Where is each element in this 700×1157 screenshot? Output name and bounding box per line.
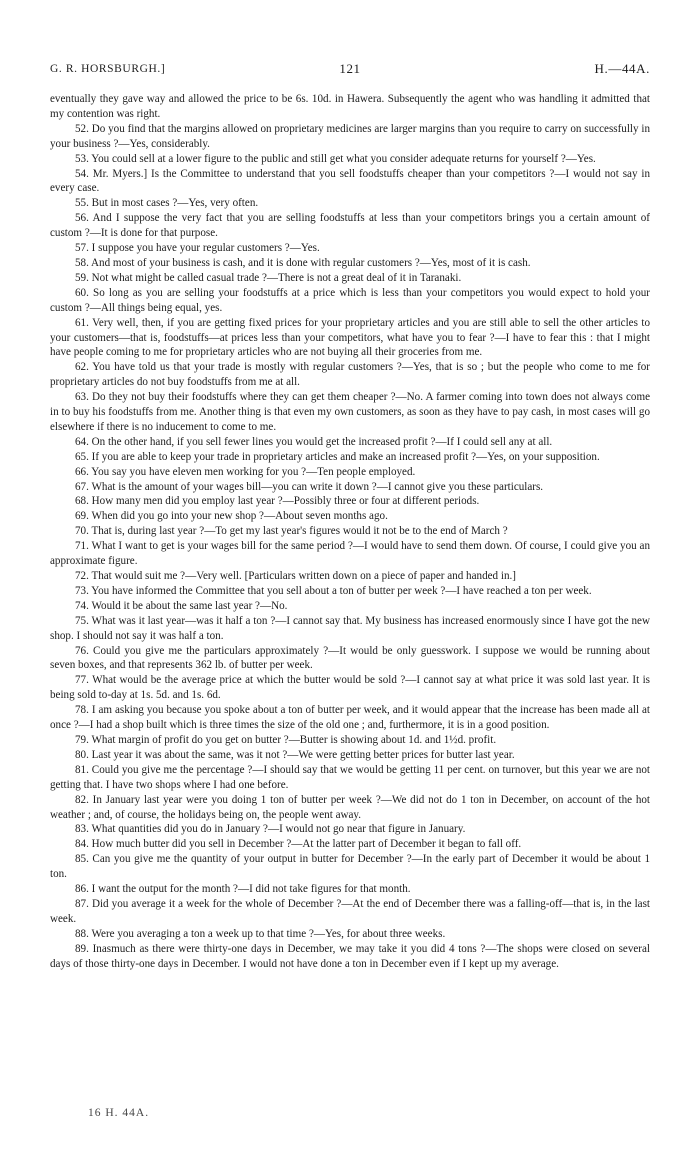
testimony-paragraph: 62. You have told us that your trade is mostly with regular customers ?—Yes, that is so ; but the people who come to me for proprietary articles do not buy foodstuffs from me at all.	[50, 361, 650, 389]
testimony-paragraph: 84. How much butter did you sell in December ?—At the latter part of December it began to fall off.	[75, 838, 522, 851]
testimony-paragraph: 64. On the other hand, if you sell fewer lines you would get the increased profit ?—If I could sell any at all.	[75, 435, 553, 448]
testimony-paragraph: 59. Not what might be called casual trade ?—There is not a great deal of it in Taranaki.	[75, 271, 462, 284]
testimony-paragraph: 70. That is, during last year ?—To get my last year's figures would it not be to the end of March ?	[75, 525, 508, 538]
testimony-paragraph: 56. And I suppose the very fact that you are selling foodstuffs at less than your competitors brings you a certain amount of custom ?—It is done for that purpose.	[50, 212, 650, 240]
testimony-paragraph: 77. What would be the average price at which the butter would be sold ?—I cannot say at what price it was sold last year. It is being sold to-day at 1s. 5d. and 1s. 6d.	[50, 674, 650, 702]
testimony-paragraph: 81. Could you give me the percentage ?—I should say that we would be getting 11 per cent. on turnover, but this year we are not getting that. I have two shops where I had one before.	[50, 763, 650, 791]
testimony-paragraph: 88. Were you averaging a ton a week up to that time ?—Yes, for about three weeks.	[75, 927, 446, 940]
running-header	[50, 62, 650, 78]
testimony-paragraph: 82. In January last year were you doing 1 ton of butter per week ?—We did not do 1 ton in December, on account of the hot weather ; and, of course, the holidays being on, the people went away.	[50, 793, 650, 821]
testimony-paragraph: 52. Do you find that the margins allowed on proprietary medicines are larger margins than you require to carry on successfully in your business ?—Yes, considerably.	[50, 122, 650, 150]
testimony-paragraph: 65. If you are able to keep your trade in proprietary articles and make an increased profit ?—Yes, on your supposition.	[75, 450, 600, 463]
testimony-paragraph: 53. You could sell at a lower figure to the public and still get what you consider adequate returns for yourself ?—Yes.	[75, 152, 596, 165]
testimony-paragraph: 58. And most of your business is cash, and it is done with regular customers ?—Yes, most of it is cash.	[75, 256, 531, 269]
document-reference: H.—44A.	[594, 61, 650, 76]
testimony-paragraph: 76. Could you give me the particulars approximately ?—It would be only guesswork. I suppose we would be running about seven boxes, and that represents 362 lb. of butter per week.	[50, 644, 650, 672]
testimony-paragraph: 85. Can you give me the quantity of your output in butter for December ?—In the early part of December it would be about 1 ton.	[50, 853, 650, 881]
testimony-paragraph: 67. What is the amount of your wages bill—you can write it down ?—I cannot give you these particulars.	[75, 480, 544, 493]
testimony-paragraph: 68. How many men did you employ last year ?—Possibly three or four at different periods.	[75, 495, 480, 508]
testimony-paragraph: 87. Did you average it a week for the whole of December ?—At the end of December there was a falling-off—that is, in the last week.	[50, 897, 650, 925]
testimony-paragraph: 79. What margin of profit do you get on butter ?—Butter is showing about 1d. and 1½d. profit.	[75, 733, 497, 746]
testimony-paragraph: 83. What quantities did you do in January ?—I would not go near that figure in January.	[75, 823, 466, 836]
testimony-paragraph: 57. I suppose you have your regular customers ?—Yes.	[75, 242, 320, 255]
testimony-paragraph: 71. What I want to get is your wages bill for the same period ?—I would have to send them down. Of course, I could give you an approximate figure.	[50, 540, 650, 568]
continued-paragraph: eventually they gave way and allowed the price to be 6s. 10d. in Hawera. Subsequently the agent who was handling it admitted that my contention was right.	[50, 93, 650, 120]
testimony-paragraph: 86. I want the output for the month ?—I did not take figures for that month.	[75, 883, 411, 896]
testimony-paragraph: 73. You have informed the Committee that you sell about a ton of butter per week ?—I have reached a ton per week.	[75, 584, 592, 597]
testimony-paragraph: 80. Last year it was about the same, was it not ?—We were getting better prices for butter last year.	[75, 748, 515, 761]
testimony-paragraph: 75. What was it last year—was it half a ton ?—I cannot say that. My business has increased enormously since I have got the new shop. I should not say it was half a ton.	[50, 614, 650, 642]
testimony-paragraph: 72. That would suit me ?—Very well. [Particulars written down on a piece of paper and handed in.]	[75, 570, 516, 582]
page-number: 121	[339, 61, 361, 76]
header-witness-name: G. R. HORSBURGH.]	[50, 63, 166, 75]
document-body	[50, 92, 650, 971]
testimony-paragraph: 54. Mr. Myers.] Is the Committee to understand that you sell foodstuffs cheaper than your competitors ?—I would not say in every case.	[50, 167, 650, 195]
testimony-paragraph: 78. I am asking you because you spoke about a ton of butter per week, and it would appear that the increase has been made all at once ?—I had a shop built which is three times the size of the old one ; and, furthermore, it is in a good position.	[50, 704, 650, 732]
testimony-paragraph: 60. So long as you are selling your foodstuffs at a price which is less than your competitors you would expect to hold your custom ?—All things being equal, yes.	[50, 286, 650, 314]
testimony-paragraph: 74. Would it be about the same last year ?—No.	[75, 599, 288, 612]
testimony-paragraph: 61. Very well, then, if you are getting fixed prices for your proprietary articles and you are still able to sell the other articles to your customers—that is, foodstuffs—at prices less than your competitors, what have you to fear ?—I have to fear this : that I might have people coming to me for proprietary articles who are not buying all their groceries from me.	[50, 316, 650, 359]
testimony-paragraph: 89. Inasmuch as there were thirty-one days in December, we may take it you did 4 tons ?—The shops were closed on several days of those thirty-one days in December. I would not have done a ton in December even if I kept up my average.	[50, 942, 650, 970]
signature-mark: 16 H. 44A.	[88, 1107, 150, 1119]
testimony-paragraph: 66. You say you have eleven men working for you ?—Ten people employed.	[75, 465, 416, 478]
testimony-paragraph: 69. When did you go into your new shop ?—About seven months ago.	[75, 510, 388, 523]
testimony-paragraph: 63. Do they not buy their foodstuffs where they can get them cheaper ?—No. A farmer coming into town does not always come in to buy his foodstuffs from me. Another thing is that even my own customers, as soon as they have to pay cash, in most cases will go elsewhere if there is no inducement to come to me.	[50, 391, 650, 433]
testimony-paragraph: 55. But in most cases ?—Yes, very often.	[75, 197, 259, 210]
